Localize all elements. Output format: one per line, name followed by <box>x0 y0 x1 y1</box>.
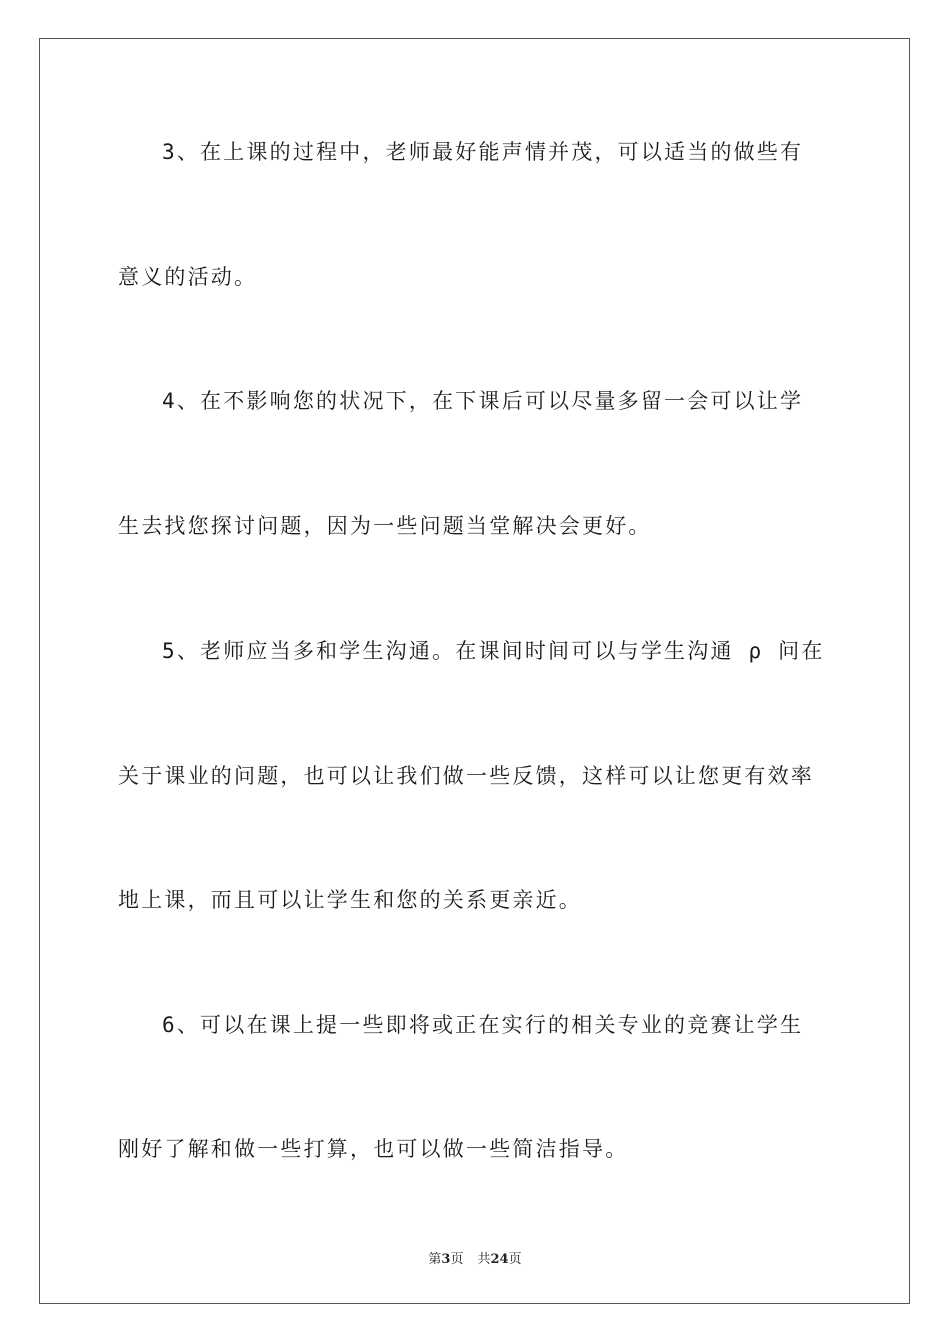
paragraph-6-line-1: 6、可以在课上提一些即将或正在实行的相关专业的竞赛让学生 <box>162 1013 804 1037</box>
total-page-number: 24 <box>490 1252 509 1267</box>
paragraph-5-line-1: 5、老师应当多和学生沟通。在课间时间可以与学生沟通 ρ 问在 <box>162 639 825 663</box>
page-prefix: 第 <box>428 1252 442 1267</box>
paragraph-5-line-3: 地上课，而且可以让学生和您的关系更亲近。 <box>118 888 582 912</box>
paragraph-5-line-2: 关于课业的问题，也可以让我们做一些反馈，这样可以让您更有效率 <box>118 764 814 788</box>
page-frame <box>39 38 910 1304</box>
current-page-number: 3 <box>441 1252 451 1267</box>
page-suffix: 页 <box>450 1252 464 1267</box>
paragraph-4-line-2: 生去找您探讨问题，因为一些问题当堂解决会更好。 <box>118 514 652 538</box>
paragraph-3-line-2: 意义的活动。 <box>118 265 258 289</box>
paragraph-6-line-2: 刚好了解和做一些打算，也可以做一些简洁指导。 <box>118 1137 629 1161</box>
page-footer <box>0 1248 950 1267</box>
paragraph-3-line-1: 3、在上课的过程中，老师最好能声情并茂，可以适当的做些有 <box>162 140 804 164</box>
paragraph-4-line-1: 4、在不影响您的状况下，在下课后可以尽量多留一会可以让学 <box>162 389 804 413</box>
total-prefix: 共 <box>477 1252 491 1267</box>
total-suffix: 页 <box>508 1252 522 1267</box>
